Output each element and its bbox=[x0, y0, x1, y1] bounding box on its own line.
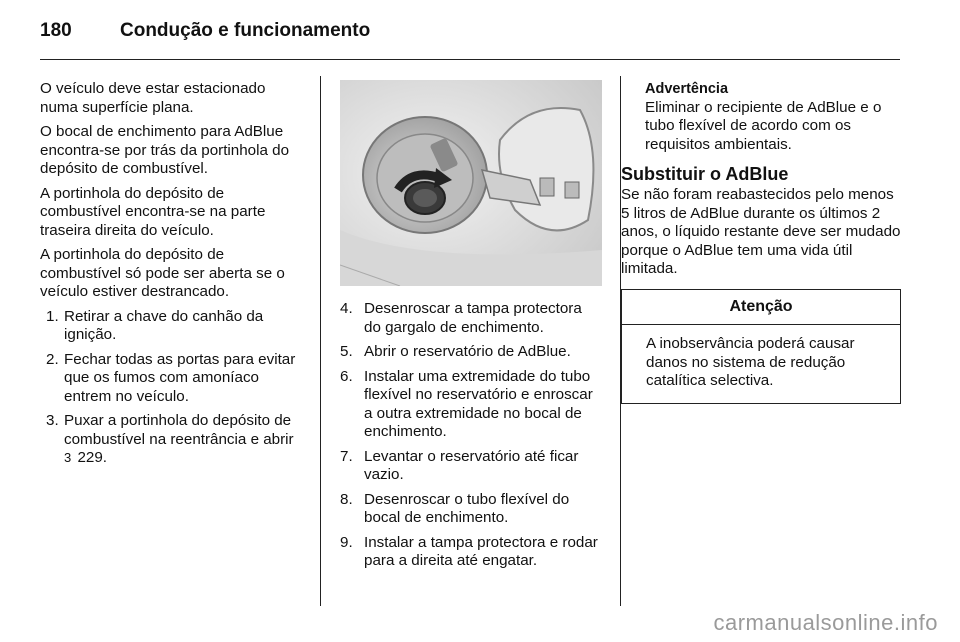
paragraph: A portinhola do depósito de combustível só pode ser aberta se o veículo estiver destrancado. bbox=[40, 246, 285, 300]
step-item bbox=[40, 351, 302, 407]
step-text: Instalar uma extremidade do tubo flexível no reservatório e enroscar a outra extremidade no bocal de enchimento. bbox=[364, 367, 593, 440]
fuel-filler-photo bbox=[340, 80, 602, 286]
column-3 bbox=[621, 80, 901, 404]
chapter-title: Condução e funcionamento bbox=[120, 20, 371, 41]
step-text: Levantar o reservatório até ficar vazio. bbox=[364, 447, 579, 483]
header-rule bbox=[40, 59, 900, 60]
paragraph: O bocal de enchimento para AdBlue encontra-se por trás da portinhola do depósito de combustível. bbox=[40, 123, 290, 177]
steps-list-2 bbox=[340, 300, 602, 571]
paragraph: O veículo deve estar estacionado numa superfície plana. bbox=[40, 80, 266, 116]
caution-title: Atenção bbox=[622, 290, 900, 326]
paragraph: A portinhola do depósito de combustível encontra-se na parte traseira direita do veículo. bbox=[40, 184, 266, 239]
column-2 bbox=[340, 80, 602, 577]
step-number: 5. bbox=[340, 343, 353, 360]
step-text: Fechar todas as portas para evitar que os fumos com amoníaco entrem no veículo. bbox=[64, 350, 296, 405]
step-item bbox=[340, 368, 602, 442]
step-text: Instalar a tampa protectora e rodar para a direita até engatar. bbox=[364, 533, 598, 569]
step-number: 3. bbox=[46, 412, 59, 429]
step-item bbox=[340, 448, 602, 485]
step-number: 6. bbox=[340, 367, 353, 385]
step-number: 7. bbox=[340, 447, 353, 465]
caution-text: A inobservância poderá causar danos no sistema de redução catalítica selectiva. bbox=[646, 335, 855, 389]
step-number: 4. bbox=[340, 300, 353, 317]
step-number: 8. bbox=[340, 490, 353, 508]
page-header bbox=[40, 20, 370, 44]
warning-text: Eliminar o recipiente de AdBlue e o tubo flexível de acordo com os requisitos ambientais. bbox=[645, 98, 882, 153]
steps-list-1 bbox=[40, 308, 302, 468]
step-item bbox=[340, 300, 602, 337]
section-title: Substituir o AdBlue bbox=[621, 164, 789, 184]
step-number: 2. bbox=[46, 350, 59, 368]
caution-box bbox=[621, 289, 901, 404]
step-item bbox=[340, 343, 602, 362]
page-reference-icon[interactable]: 3 bbox=[64, 450, 72, 465]
step-item bbox=[340, 491, 602, 528]
step-text: Puxar a portinhola do depósito de combustível na reentrância e abrir bbox=[64, 412, 294, 448]
step-text: Desenroscar o tubo flexível do bocal de enchimento. bbox=[364, 490, 570, 526]
section-text: Se não foram reabastecidos pelo menos 5 litros de AdBlue durante os últimos 2 anos, o líquido restante deve ser mudado porque o AdBlue tem uma vida útil limitada. bbox=[621, 186, 901, 277]
step-item bbox=[40, 308, 302, 345]
watermark: carmanualsonline.info bbox=[713, 610, 938, 635]
step-text: Abrir o reservatório de AdBlue. bbox=[364, 343, 571, 360]
step-item bbox=[340, 534, 602, 571]
page-reference[interactable]: 229. bbox=[77, 449, 108, 466]
filler-illustration bbox=[340, 80, 602, 286]
page-number: 180 bbox=[40, 20, 72, 41]
step-text: Desenroscar a tampa protectora do gargalo de enchimento. bbox=[364, 300, 582, 336]
column-divider-1 bbox=[320, 76, 321, 606]
step-item bbox=[40, 412, 302, 468]
step-text: Retirar a chave do canhão da ignição. bbox=[64, 307, 264, 343]
step-number: 9. bbox=[340, 533, 353, 551]
warning-title: Advertência bbox=[645, 81, 729, 97]
column-1 bbox=[40, 80, 302, 474]
step-number: 1. bbox=[46, 307, 59, 325]
